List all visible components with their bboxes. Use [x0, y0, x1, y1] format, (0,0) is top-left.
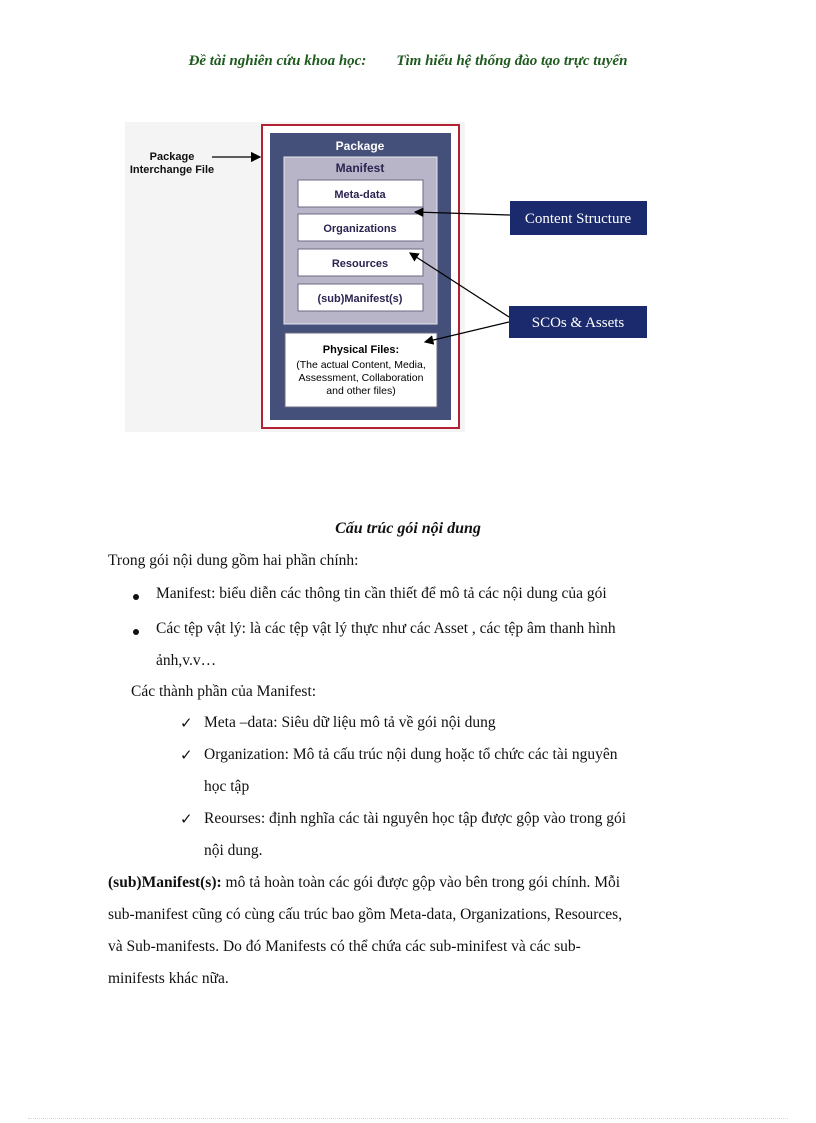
- bullet-dot: [133, 629, 139, 635]
- check-resources: Reourses: định nghĩa các tài nguyên học tập được gộp vào trong gói: [204, 810, 627, 827]
- physical-files-line-3: and other files): [326, 385, 396, 397]
- content-structure-label: Content Structure: [524, 211, 632, 227]
- bullet-manifest: Manifest: biểu diễn các thông tin cần thiết để mô tả các nội dung của gói: [156, 585, 607, 602]
- figure-caption: Cấu trúc gói nội dung: [335, 520, 481, 537]
- bullet-files-cont: ảnh,v.v…: [156, 652, 217, 669]
- check-organization: Organization: Mô tả cấu trúc nội dung hoặc tổ chức các tài nguyên: [204, 746, 618, 763]
- submanifest-label: (sub)Manifest(s): [317, 293, 403, 305]
- submanifest-text-1: mô tả hoàn toàn các gói được gộp vào bên trong gói chính. Mỗi: [221, 874, 621, 891]
- physical-files-title: Physical Files:: [322, 344, 400, 356]
- check-resources-cont: nội dung.: [204, 842, 263, 859]
- physical-files-line-1: (The actual Content, Media,: [296, 359, 426, 371]
- header-topic-label: Đề tài nghiên cứu khoa học:: [188, 53, 367, 69]
- intro-text: Trong gói nội dung gồm hai phần chính:: [108, 552, 359, 569]
- content-package-diagram: [0, 0, 816, 440]
- submanifest-label: (sub)Manifest(s):: [108, 874, 222, 891]
- package-interchange-line-1: Package: [149, 151, 195, 163]
- physical-files-line-2: Assessment, Collaboration: [298, 372, 424, 384]
- header-topic-title: Tìm hiểu hệ thống đào tạo trực tuyến: [396, 53, 628, 69]
- check-icon: ✓: [180, 714, 193, 732]
- submanifest-line-3: và Sub-manifests. Do đó Manifests có thể chứa các sub-minifest và các sub-: [108, 938, 581, 955]
- check-organization-cont: học tập: [204, 778, 250, 795]
- page-bottom-divider: [28, 1118, 788, 1119]
- package-title: Package: [335, 139, 385, 153]
- submanifest-line-4: minifests khác nữa.: [108, 970, 229, 987]
- check-icon: ✓: [180, 810, 193, 828]
- resources-label: Resources: [331, 258, 389, 270]
- bullet-files: Các tệp vật lý: là các tệp vật lý thực như các Asset , các tệp âm thanh hình: [156, 620, 616, 637]
- manifest-title: Manifest: [335, 161, 385, 175]
- check-icon: ✓: [180, 746, 193, 764]
- components-title: Các thành phần của Manifest:: [131, 683, 317, 700]
- submanifest-line-1: [108, 874, 620, 892]
- organizations-label: Organizations: [323, 223, 397, 235]
- check-meta-data: Meta –data: Siêu dữ liệu mô tả về gói nội dung: [204, 714, 496, 731]
- scos-assets-label: SCOs & Assets: [531, 315, 625, 331]
- package-interchange-line-2: Interchange File: [129, 164, 215, 176]
- submanifest-line-2: sub-manifest cũng có cùng cấu trúc bao gồm Meta-data, Organizations, Resources,: [108, 906, 623, 923]
- bullet-dot: [133, 594, 139, 600]
- meta-data-label: Meta-data: [334, 189, 386, 201]
